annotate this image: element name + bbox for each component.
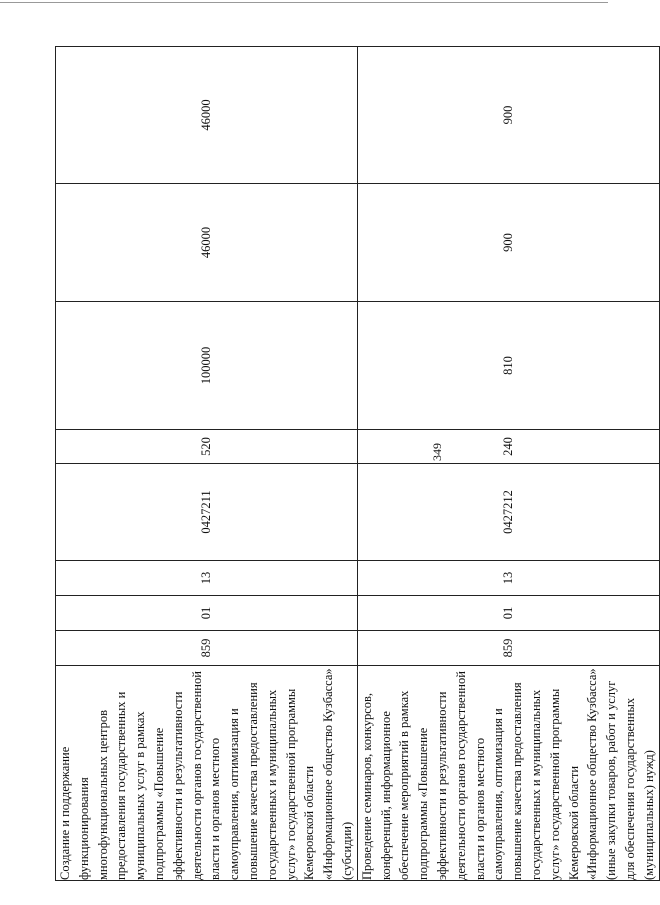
amount-2: 900 xyxy=(357,184,659,302)
budget-table-wrapper xyxy=(55,47,656,881)
subsection-code: 13 xyxy=(56,561,358,596)
section-code: 01 xyxy=(56,596,358,631)
table-row xyxy=(357,47,659,881)
page-number: 349 xyxy=(430,443,444,461)
row-description: Проведение семинаров, конкурсов, конференций, информационное обеспечение мероприятий в рамках подпрограммы «Повышение эффективности и результативности деятельности органов государственной власти и органов местного самоуправления, оптимизация и повышение качества предоставления государственных и муниципальных услуг» государственной программы Кемеровской области «Информационное общество Кузбасса» (иные закупки товаров, работ и услуг для обеспечения государственных (муниципальных) нужд) xyxy=(357,666,659,881)
amount-1: 100000 xyxy=(56,302,358,430)
row-description: Создание и поддержание функционирования многофункциональных центров предоставления государственных и муниципальных услуг в рамках подпрограммы «Повышение эффективности и результативности деятельности органов государственной власти и органов местного самоуправления, оптимизация и повышение качества предоставления государственных и муниципальных услуг» государственной программы Кемеровской области «Информационное общество Кузбасса» (субсидии) xyxy=(56,666,358,881)
expense-type-code: 520 xyxy=(56,430,358,464)
section-code: 01 xyxy=(357,596,659,631)
subsection-code: 13 xyxy=(357,561,659,596)
target-item-code: 0427212 xyxy=(357,464,659,561)
budget-table xyxy=(55,46,660,881)
ministry-code: 859 xyxy=(357,631,659,666)
amount-1: 810 xyxy=(357,302,659,430)
amount-3: 900 xyxy=(357,47,659,184)
target-item-code: 0427211 xyxy=(56,464,358,561)
table-row xyxy=(56,47,358,881)
ministry-code: 859 xyxy=(56,631,358,666)
expense-type-code: 240 xyxy=(357,430,659,464)
amount-2: 46000 xyxy=(56,184,358,302)
page-top-rule xyxy=(0,2,608,3)
amount-3: 46000 xyxy=(56,47,358,184)
